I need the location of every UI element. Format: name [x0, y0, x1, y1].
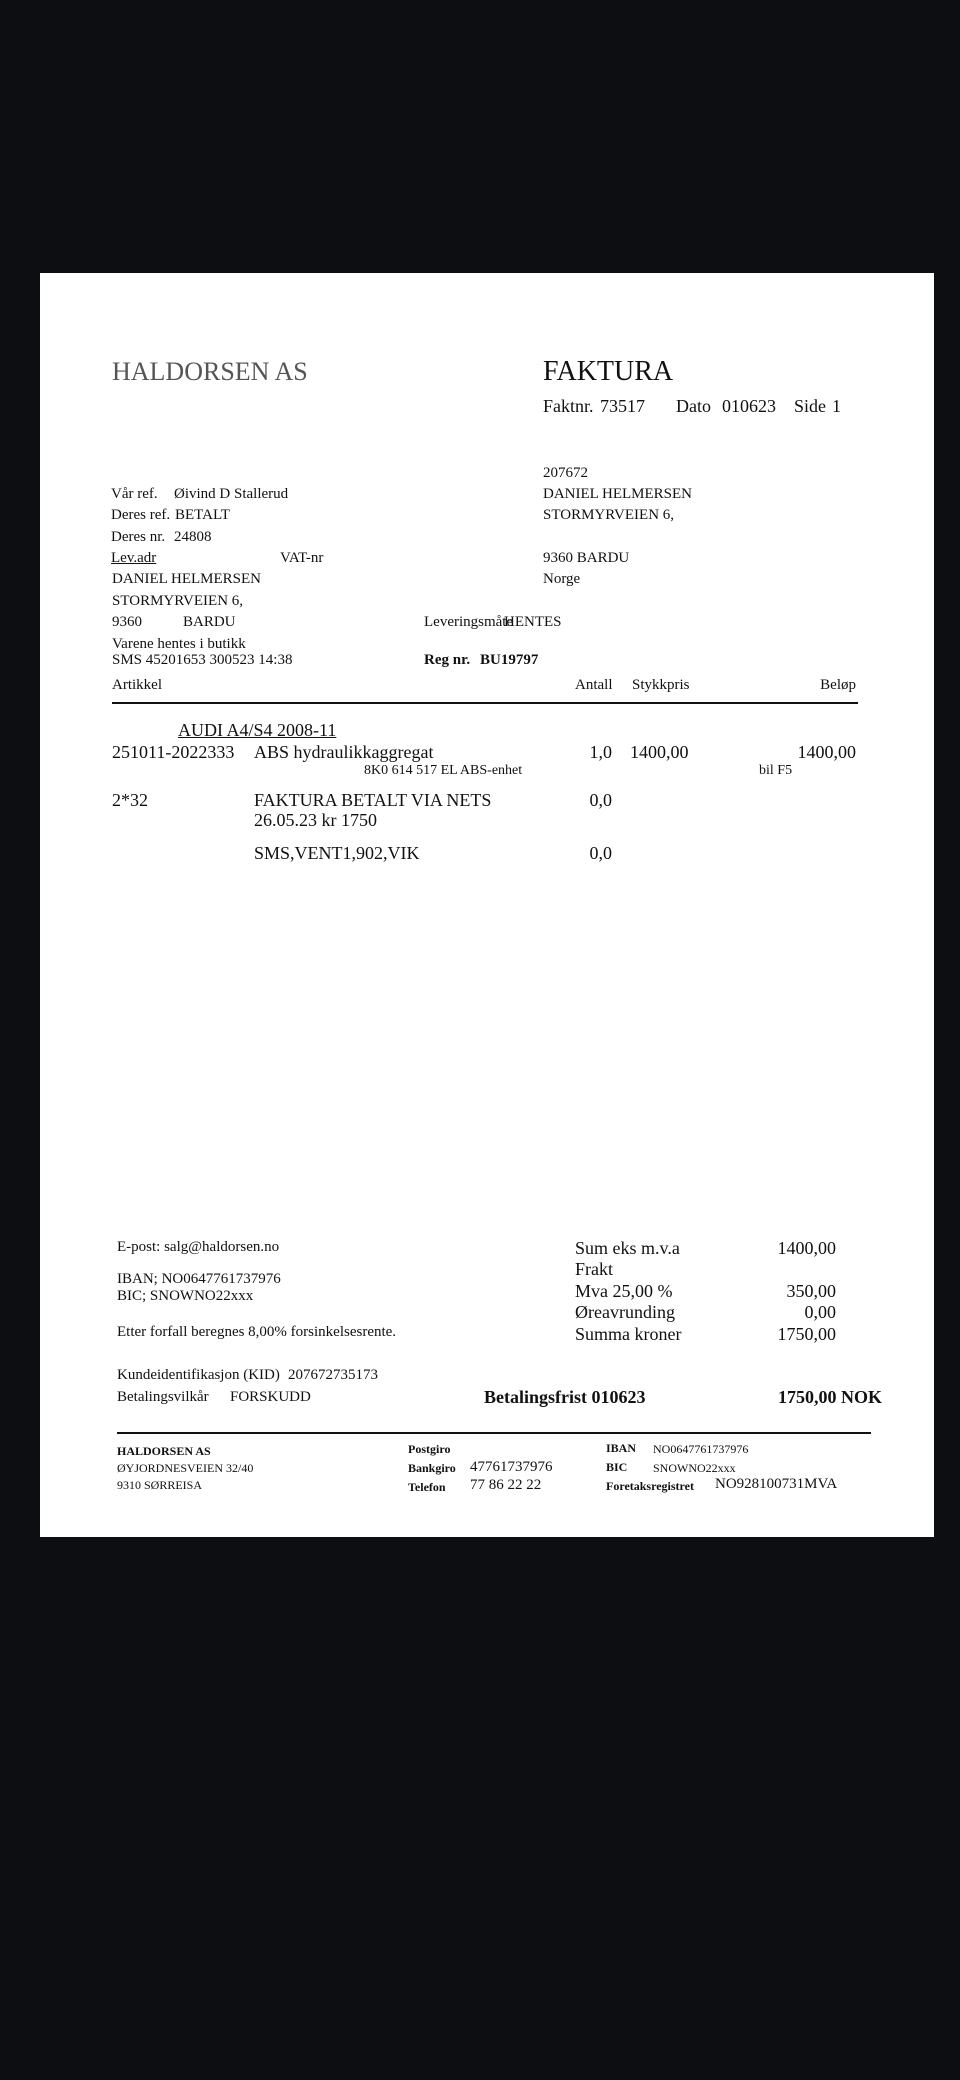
- payment-terms: FORSKUDD: [230, 1389, 311, 1405]
- delivery-address-label: Lev.adr: [111, 550, 157, 566]
- col-article: Artikkel: [112, 677, 162, 693]
- delivery-note: Varene hentes i butikk: [112, 636, 246, 652]
- footer-bic: SNOWNO22xxx: [653, 1461, 736, 1475]
- line-qty: 0,0: [589, 790, 612, 810]
- delivery-street: STORMYRVEIEN 6,: [112, 593, 244, 609]
- phone-label: Telefon: [408, 1480, 446, 1494]
- customer-name: DANIEL HELMERSEN: [543, 486, 693, 502]
- delivery-method: HENTES: [504, 614, 562, 630]
- delivery-zip: 9360: [112, 614, 142, 630]
- customer-postal: 9360 BARDU: [543, 550, 630, 566]
- iban-info: IBAN; NO0647761737976: [117, 1271, 281, 1287]
- total-label: Summa kroner: [575, 1324, 682, 1344]
- customer-country: Norge: [543, 571, 581, 587]
- email: E-post: salg@haldorsen.no: [117, 1239, 280, 1255]
- your-ref-label: Deres ref.: [111, 507, 171, 523]
- postgiro-label: Postgiro: [408, 1442, 451, 1456]
- sms-note: SMS 45201653 300523 14:38: [112, 652, 293, 668]
- line-unit-price: 1400,00: [630, 742, 689, 762]
- line-qty: 0,0: [589, 843, 612, 863]
- footer-iban-label: IBAN: [606, 1441, 637, 1455]
- freight-label: Frakt: [575, 1259, 613, 1279]
- kid: 207672735173: [288, 1367, 378, 1383]
- payment-terms-label: Betalingsvilkår: [117, 1389, 209, 1405]
- col-qty: Antall: [575, 677, 613, 693]
- business-register-label: Foretaksregistret: [606, 1479, 694, 1493]
- line-description-2: 26.05.23 kr 1750: [254, 810, 377, 830]
- our-ref-label: Vår ref.: [111, 486, 158, 502]
- invoice-number: 73517: [600, 396, 645, 416]
- invoice-number-label: Faktnr.: [543, 396, 594, 416]
- invoice-title: FAKTURA: [543, 356, 674, 387]
- interest-note: Etter forfall beregnes 8,00% forsinkelsesrente.: [117, 1324, 397, 1340]
- rounding-value: 0,00: [804, 1302, 836, 1322]
- col-amount: Beløp: [820, 677, 856, 693]
- customer-street: STORMYRVEIEN 6,: [543, 507, 675, 523]
- rounding-label: Øreavrunding: [575, 1302, 675, 1322]
- kid-label: Kundeidentifikasjon (KID): [117, 1367, 280, 1383]
- company-name: HALDORSEN AS: [112, 357, 308, 386]
- business-register: NO928100731MVA: [715, 1476, 838, 1492]
- line-note: bil F5: [759, 763, 793, 778]
- your-no: 24808: [174, 529, 212, 545]
- invoice-date: 010623: [722, 396, 776, 416]
- line-sub-description: 8K0 614 517 EL ABS-enhet: [364, 763, 523, 778]
- line-description: FAKTURA BETALT VIA NETS: [254, 790, 492, 810]
- due-date: Betalingsfrist 010623: [484, 1387, 646, 1407]
- page-label: Side: [794, 396, 827, 416]
- bic-info: BIC; SNOWNO22xxx: [117, 1288, 254, 1304]
- total-value: 1750,00: [777, 1324, 836, 1344]
- our-ref: Øivind D Stallerud: [174, 486, 289, 502]
- header-divider: [112, 702, 858, 704]
- footer-company: HALDORSEN AS: [117, 1444, 211, 1458]
- line-amount: 1400,00: [797, 742, 856, 762]
- line-article: 251011-2022333: [112, 742, 235, 762]
- vat-total: 350,00: [786, 1281, 836, 1301]
- delivery-city: BARDU: [183, 614, 236, 630]
- sum-value: 1400,00: [777, 1238, 836, 1258]
- footer-bic-label: BIC: [606, 1460, 628, 1474]
- reg-number: BU19797: [480, 652, 539, 668]
- invoice-date-label: Dato: [676, 396, 711, 416]
- bankgiro-label: Bankgiro: [408, 1461, 456, 1475]
- page-number: 1: [832, 396, 841, 416]
- line-article: 2*32: [112, 790, 148, 810]
- line-qty: 1,0: [589, 742, 612, 762]
- phone: 77 86 22 22: [470, 1477, 542, 1493]
- delivery-name: DANIEL HELMERSEN: [112, 571, 262, 587]
- line-description: ABS hydraulikkaggregat: [254, 742, 434, 762]
- bankgiro: 47761737976: [470, 1459, 553, 1475]
- vat-label: VAT-nr: [280, 550, 324, 566]
- vat-total-label: Mva 25,00 %: [575, 1281, 673, 1301]
- sum-label: Sum eks m.v.a: [575, 1238, 680, 1258]
- reg-number-label: Reg nr.: [424, 652, 471, 668]
- your-ref: BETALT: [175, 507, 230, 523]
- footer-postal: 9310 SØRREISA: [117, 1478, 203, 1492]
- due-amount: 1750,00 NOK: [777, 1387, 882, 1407]
- footer-divider: [117, 1432, 871, 1434]
- line-description: SMS,VENT1,902,VIK: [254, 843, 420, 863]
- footer-iban: NO0647761737976: [653, 1442, 749, 1456]
- delivery-method-label: Leveringsmåte: [424, 614, 514, 630]
- invoice-page: [40, 273, 934, 1537]
- your-no-label: Deres nr.: [111, 529, 166, 545]
- footer-street: ØYJORDNESVEIEN 32/40: [117, 1461, 254, 1475]
- customer-number: 207672: [543, 465, 588, 481]
- vehicle-model: AUDI A4/S4 2008-11: [178, 720, 337, 740]
- col-unit-price: Stykkpris: [632, 677, 690, 693]
